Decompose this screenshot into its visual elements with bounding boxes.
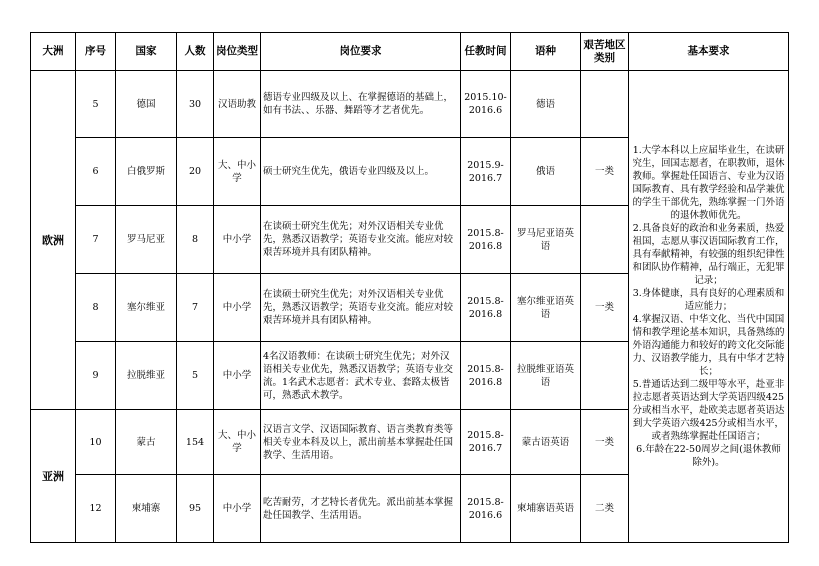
header-requirement: 岗位要求 — [261, 33, 461, 71]
row-period: 2015.10-2016.6 — [461, 71, 511, 138]
row-requirement: 在读硕士研究生优先；对外汉语相关专业优先，熟悉汉语教学；英语专业交流。能应对较艰苦环境并具有团队精神。 — [261, 274, 461, 342]
row-hardship: 二类 — [581, 475, 629, 543]
row-requirement: 4名汉语教师：在读硕士研究生优先；对外汉语相关专业优先，熟悉汉语教学；英语专业交流。1名武术志愿者：武术专业、套路太极皆可，熟悉武术教学。 — [261, 342, 461, 410]
row-period: 2015.8-2016.7 — [461, 410, 511, 475]
row-language: 柬埔寨语英语 — [511, 475, 581, 543]
row-number: 6 — [76, 138, 116, 206]
row-count: 5 — [177, 342, 214, 410]
row-period: 2015.8-2016.6 — [461, 475, 511, 543]
header-count: 人数 — [177, 33, 214, 71]
row-number: 12 — [76, 475, 116, 543]
row-count: 20 — [177, 138, 214, 206]
header-row — [31, 33, 789, 71]
header-period: 任教时间 — [461, 33, 511, 71]
row-number: 5 — [76, 71, 116, 138]
row-period: 2015.9-2016.7 — [461, 138, 511, 206]
row-country: 拉脱维亚 — [116, 342, 177, 410]
row-period: 2015.8-2016.8 — [461, 206, 511, 274]
row-hardship: 一类 — [581, 138, 629, 206]
basic-requirement-1: 1.大学本科以上应届毕业生，在读研究生，回国志愿者，在职教师，退休教师。掌握赴任国语言、专业为汉语国际教育、具有教学经验和品学兼优的学生干部优先，熟练掌握一门外语的退休教师优先。 — [632, 145, 785, 221]
row-count: 95 — [177, 475, 214, 543]
header-hardship: 艰苦地区类别 — [581, 33, 629, 71]
row-number: 7 — [76, 206, 116, 274]
row-period: 2015.8-2016.8 — [461, 342, 511, 410]
row-number: 8 — [76, 274, 116, 342]
continent-europe: 欧洲 — [31, 71, 76, 410]
row-post-type: 中小学 — [214, 475, 261, 543]
row-country: 塞尔维亚 — [116, 274, 177, 342]
row-count: 7 — [177, 274, 214, 342]
basic-requirement-5: 5.普通话达到二级甲等水平，赴亚非拉志愿者英语达到大学英语四级425分或相当水平，赴欧美志愿者英语达到大学英语六级425分或相当水平，或者熟练掌握赴任国语言； — [632, 379, 785, 442]
table-row — [31, 71, 789, 138]
row-country: 白俄罗斯 — [116, 138, 177, 206]
row-requirement: 在读硕士研究生优先；对外汉语相关专业优先，熟悉汉语教学；英语专业交流。能应对较艰苦环境并具有团队精神。 — [261, 206, 461, 274]
row-post-type: 中小学 — [214, 274, 261, 342]
header-language: 语种 — [511, 33, 581, 71]
row-language: 俄语 — [511, 138, 581, 206]
volunteer-post-table — [30, 32, 789, 543]
row-post-type: 汉语助教 — [214, 71, 261, 138]
row-country: 柬埔寨 — [116, 475, 177, 543]
continent-asia: 亚洲 — [31, 410, 76, 543]
row-post-type: 中小学 — [214, 206, 261, 274]
row-number: 10 — [76, 410, 116, 475]
header-continent: 大洲 — [31, 33, 76, 71]
basic-requirements-cell — [629, 71, 789, 543]
row-period: 2015.8-2016.8 — [461, 274, 511, 342]
row-country: 罗马尼亚 — [116, 206, 177, 274]
basic-requirement-6: 6.年龄在22-50周岁之间(退休教师除外)。 — [636, 444, 781, 468]
row-requirement: 吃苦耐劳，才艺特长者优先。派出前基本掌握赴任国教学、生活用语。 — [261, 475, 461, 543]
row-hardship: 一类 — [581, 274, 629, 342]
row-language: 罗马尼亚语英语 — [511, 206, 581, 274]
row-count: 154 — [177, 410, 214, 475]
header-post-type: 岗位类型 — [214, 33, 261, 71]
row-hardship — [581, 206, 629, 274]
row-number: 9 — [76, 342, 116, 410]
row-hardship — [581, 342, 629, 410]
row-post-type: 中小学 — [214, 342, 261, 410]
row-count: 30 — [177, 71, 214, 138]
row-requirement: 德语专业四级及以上、在掌握德语的基础上，如有书法、、乐器、舞蹈等才艺者优先。 — [261, 71, 461, 138]
basic-requirement-2: 2.具备良好的政治和业务素质，热爱祖国，志愿从事汉语国际教育工作，具有奉献精神，有较强的组织纪律性和团队协作精神，品行端正，无犯罪记录； — [632, 223, 785, 286]
basic-requirement-3: 3.身体健康，具有良好的心理素质和适应能力； — [632, 288, 785, 312]
row-language: 塞尔维亚语英语 — [511, 274, 581, 342]
row-hardship: 一类 — [581, 410, 629, 475]
row-language: 德语 — [511, 71, 581, 138]
row-post-type: 大、中小学 — [214, 410, 261, 475]
basic-requirement-4: 4.掌握汉语、中华文化、当代中国国情和教学理论基本知识，具备熟练的外语沟通能力和较好的跨文化交际能力、汉语教学能力，具有中华才艺特长； — [632, 314, 785, 377]
header-number: 序号 — [76, 33, 116, 71]
row-requirement: 硕士研究生优先，俄语专业四级及以上。 — [261, 138, 461, 206]
row-language: 拉脱维亚语英语 — [511, 342, 581, 410]
row-requirement: 汉语言文学、汉语国际教育、语言类教育类等相关专业本科及以上，派出前基本掌握赴任国教学、生活用语。 — [261, 410, 461, 475]
row-language: 蒙古语英语 — [511, 410, 581, 475]
row-country: 蒙古 — [116, 410, 177, 475]
header-country: 国家 — [116, 33, 177, 71]
row-post-type: 大、中小学 — [214, 138, 261, 206]
row-country: 德国 — [116, 71, 177, 138]
header-basic-requirements: 基本要求 — [629, 33, 789, 71]
row-count: 8 — [177, 206, 214, 274]
row-hardship — [581, 71, 629, 138]
